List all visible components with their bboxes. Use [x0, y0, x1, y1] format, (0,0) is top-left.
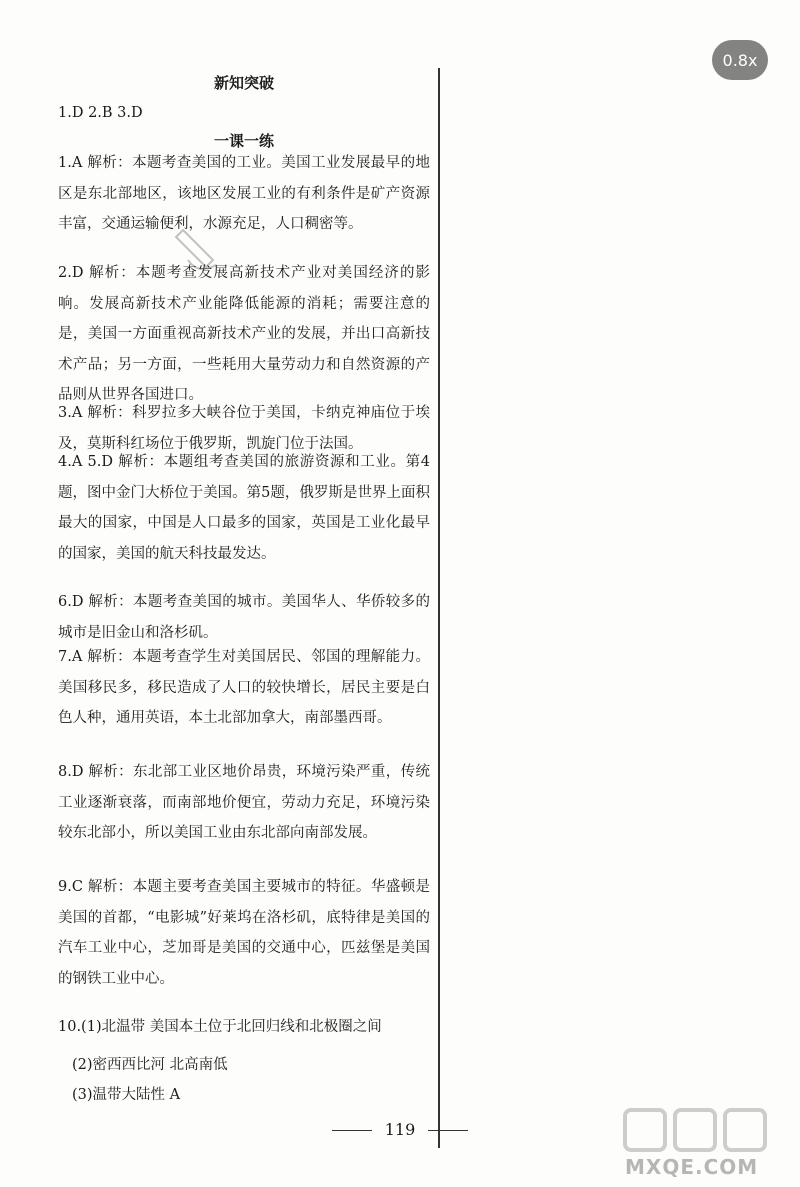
answer-line-1: 1.D 2.B 3.D [58, 105, 143, 121]
answer-item-2: 2.D 解析：本题考查发展高新技术产业对美国经济的影响。发展高新技术产业能降低能源的消耗；需要注意的是，美国一方面重视高新技术产业的发展，并出口高新技术产品；另一方面，一些耗用大量劳动力和自然资源的产品则从世界各国进口。 [58, 265, 430, 403]
watermark-text: MXQE.COM [625, 1155, 759, 1179]
answer-item-4-5: 4.A 5.D 解析：本题组考查美国的旅游资源和工业。第4题，图中金门大桥位于美国。第5题，俄罗斯是世界上面积最大的国家，中国是人口最多的国家，英国是工业化最早的国家，美国的航天科技最发达。 [58, 454, 430, 562]
answer-item-10-1: 10.(1)北温带 美国本土位于北回归线和北极圈之间 [58, 1019, 382, 1035]
answer-item-7: 7.A 解析：本题考查学生对美国居民、邻国的理解能力。美国移民多，移民造成了人口的较快增长，居民主要是白色人种，通用英语，本土北部加拿大，南部墨西哥。 [58, 649, 430, 726]
answer-item-10-3: (3)温带大陆性 A [72, 1087, 181, 1103]
zoom-indicator[interactable]: 0.8x [712, 40, 768, 80]
page-number-rule-left [332, 1130, 372, 1131]
stamp-logo-icon [168, 220, 228, 280]
answer-item-9: 9.C 解析：本题主要考查美国主要城市的特征。华盛顿是美国的首都，“电影城”好莱坞在洛杉矶，底特律是美国的汽车工业中心，芝加哥是美国的交通中心，匹兹堡是美国的钢铁工业中心。 [58, 879, 430, 987]
answer-item-1: 1.A 解析：本题考查美国的工业。美国工业发展最早的地区是东北部地区，该地区发展工业的有利条件是矿产资源丰富，交通运输便利，水源充足，人口稠密等。 [58, 155, 430, 232]
answer-item-3: 3.A 解析：科罗拉多大峡谷位于美国，卡纳克神庙位于埃及，莫斯科红场位于俄罗斯，凯旋门位于法国。 [58, 405, 430, 452]
page-number-rule-right [428, 1130, 468, 1131]
answer-item-8: 8.D 解析：东北部工业区地价昂贵，环境污染严重，传统工业逐渐衰落，而南部地价便宜，劳动力充足，环境污染较东北部小，所以美国工业由东北部向南部发展。 [58, 764, 430, 841]
page-number: 119 [384, 1120, 416, 1139]
answer-item-10-2: (2)密西西比河 北高南低 [72, 1057, 228, 1073]
left-title: 新知突破 [213, 74, 274, 92]
answer-item-6: 6.D 解析：本题考查美国的城市。美国华人、华侨较多的城市是旧金山和洛杉矶。 [58, 594, 430, 641]
left-subtitle: 一课一练 [213, 132, 274, 150]
column-divider [438, 68, 440, 1148]
